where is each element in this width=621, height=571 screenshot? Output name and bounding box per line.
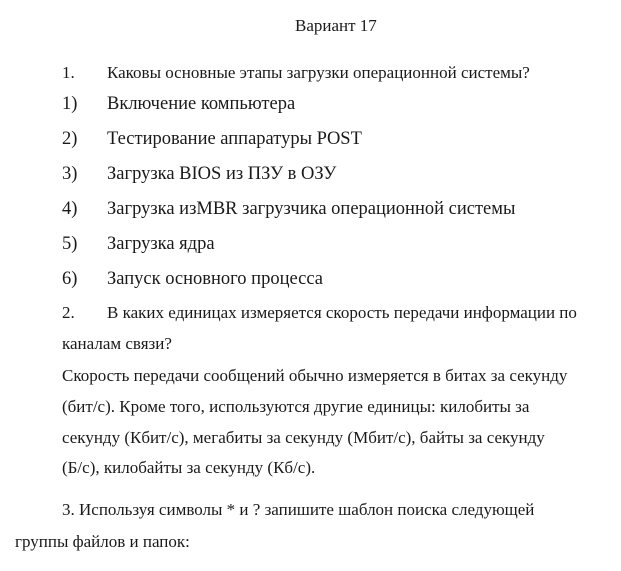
- answer-item: Запуск основного процесса: [107, 269, 324, 289]
- answer-item: Тестирование аппаратуры POST: [107, 129, 362, 149]
- question-3-text-line-2: группы файлов и папок:: [15, 532, 190, 551]
- page-title: Вариант 17: [295, 16, 377, 35]
- answer-number: 6): [62, 269, 78, 289]
- answer-number: 5): [62, 234, 78, 254]
- question-2-text-line-1: В каких единицах измеряется скорость передачи информации по: [107, 303, 577, 322]
- answer-number: 3): [62, 164, 78, 184]
- answer-item: Загрузка BIOS из ПЗУ в ОЗУ: [107, 164, 337, 184]
- answer-number: 2): [62, 129, 78, 149]
- answer-item: Загрузка ядра: [107, 234, 215, 254]
- answer-paragraph-line: (бит/с). Кроме того, используются другие единицы: килобиты за: [62, 397, 530, 416]
- answer-number: 4): [62, 199, 78, 219]
- answer-paragraph-line: секунду (Кбит/с), мегабиты за секунду (Мбит/с), байты за секунду: [62, 428, 545, 447]
- question-2-number: 2.: [62, 303, 75, 322]
- question-1-text: Каковы основные этапы загрузки операционной системы?: [107, 63, 530, 82]
- answer-paragraph-line: Скорость передачи сообщений обычно измеряется в битах за секунду: [62, 366, 568, 385]
- question-3-text-line-1: 3. Используя символы * и ? запишите шаблон поиска следующей: [62, 500, 535, 519]
- answer-number: 1): [62, 94, 78, 114]
- answer-paragraph-line: (Б/с), килобайты за секунду (Кб/с).: [62, 458, 316, 477]
- question-1-number: 1.: [62, 63, 75, 82]
- answer-item: Включение компьютера: [107, 94, 296, 114]
- answer-item: Загрузка изMBR загрузчика операционной системы: [107, 199, 516, 219]
- question-2-text-line-2: каналам связи?: [62, 334, 172, 353]
